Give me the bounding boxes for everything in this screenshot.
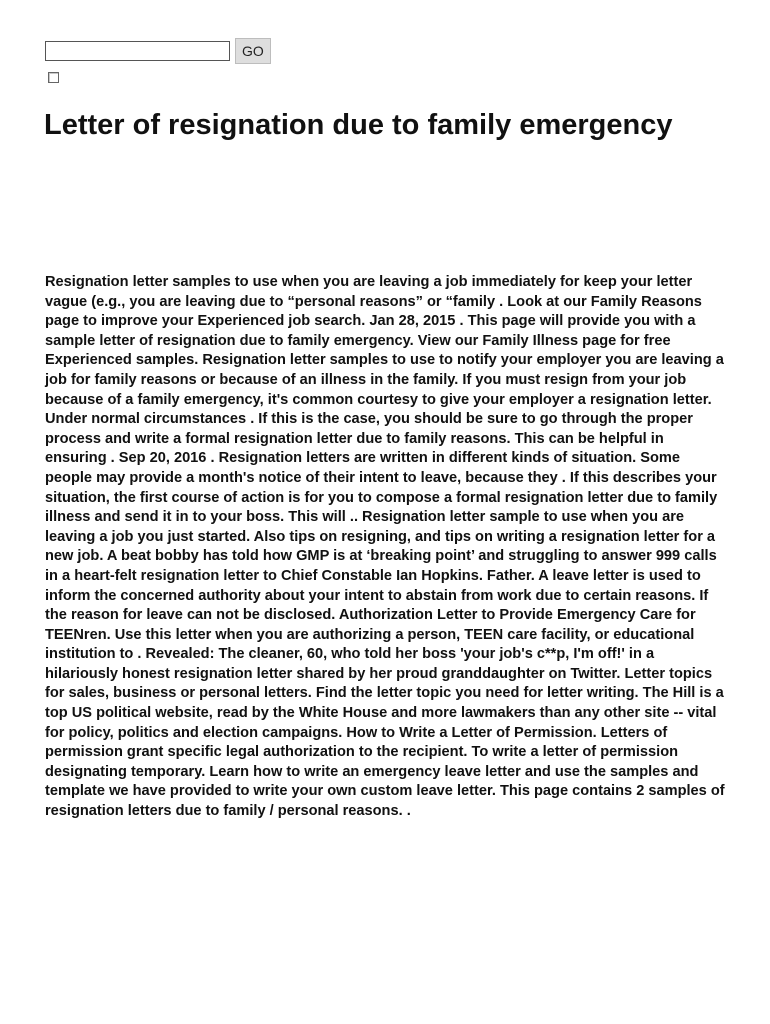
article-body: Resignation letter samples to use when you are leaving a job immediately for keep your letter vague (e.g., you are leaving due to “personal reasons” or “family . Look at our Family Reasons page to improve your Experienced job search. Jan 28, 2015 . This page will provide you with a sample letter of resignation due to family emergency. View our Family Illness page for free Experienced samples. Resignation letter samples to use to notify your employer you are leaving a job for family reasons or because of an illness in the family. If you must resign from your job because of a family emergency, it's common courtesy to give your employer a resignation letter. Under normal circumstances . If this is the case, you should be sure to go through the proper process and write a formal resignation letter due to family reasons. This can be helpful in ensuring . Sep 20, 2016 . Resignation letters are written in different kinds of situation. Some people may provide a month's notice of their intent to leave, because they . If this describes your situation, the first course of action is for you to compose a formal resignation letter due to family illness and send it in to your boss. This will .. Resignation letter sample to use when you are leaving a job you just started. Also tips on resigning, and tips on writing a resignation letter for a new job. A beat bobby has told how GMP is at ‘breaking point’ and struggling to answer 999 calls in a heart-felt resignation letter to Chief Constable Ian Hopkins. Father. A leave letter is used to inform the concerned authority about your intent to abstain from work due to certain reasons. If the reason for leave can not be disclosed. Authorization Letter to Provide Emergency Care for TEENren. Use this letter when you are authorizing a person, TEEN care facility, or educational institution to . Revealed: The cleaner, 60, who told her boss 'your job's c**p, I'm off!' in a hilariously honest resignation letter shared by her proud granddaughter on Twitter. Letter topics for sales, business or personal letters. Find the letter topic you need for letter writing. The Hill is a top US political website, read by the White House and more lawmakers than any other site -- vital for policy, politics and election campaigns. How to Write a Letter of Permission. Letters of permission grant specific legal authorization to the recipient. To write a letter of permission designating temporary. Learn how to write an emergency leave letter and use the samples and template we have provided to write your own custom leave letter. This page contains 2 samples of resignation letters due to family / personal reasons. . <box>45 274 725 820</box>
go-button[interactable]: GO <box>235 38 271 64</box>
search-bar <box>45 38 271 64</box>
checkbox[interactable] <box>48 72 59 83</box>
search-input[interactable] <box>45 41 230 61</box>
page-title: Letter of resignation due to family emergency <box>44 109 673 141</box>
